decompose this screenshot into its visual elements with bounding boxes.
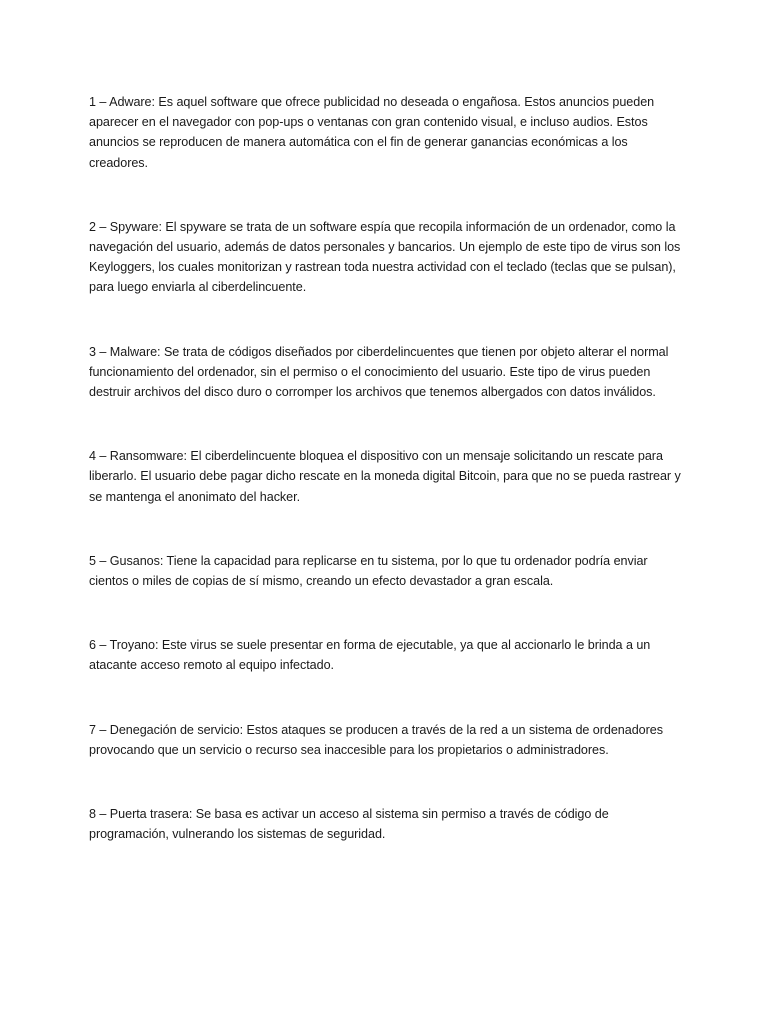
paragraph-troyano: 6 – Troyano: Este virus se suele presentar en forma de ejecutable, ya que al accionarlo le brinda a un atacante acceso remoto al equipo infectado. <box>89 638 651 673</box>
paragraph-spyware: 2 – Spyware: El spyware se trata de un software espía que recopila información de un ordenador, como la navegación del usuario, además de datos personales y bancarios. Un ejemplo de este tipo de virus son los Keyloggers, los cuales monitorizan y rastrean toda nuestra actividad con el teclado (teclas que se pulsan), para luego enviarla al ciberdelincuente. <box>89 219 681 295</box>
paragraph-gusanos: 5 – Gusanos: Tiene la capacidad para replicarse en tu sistema, por lo que tu ordenador podría enviar cientos o miles de copias de sí mismo, creando un efecto devastador a gran escala. <box>89 553 648 589</box>
document-body <box>89 92 681 844</box>
paragraph-adware: 1 – Adware: Es aquel software que ofrece publicidad no deseada o engañosa. Estos anuncios pueden aparecer en el navegador con pop-ups o ventanas con gran contenido visual, e incluso audios. Estos anuncios se reproducen de manera automática con el fin de generar ganancias económicas a los creadores. <box>89 95 655 170</box>
paragraph-ransomware: 4 – Ransomware: El ciberdelincuente bloquea el dispositivo con un mensaje solicitando un rescate para liberarlo. El usuario debe pagar dicho rescate en la moneda digital Bitcoin, para que no se pueda rastrear y se mantenga el anonimato del hacker. <box>89 449 681 504</box>
paragraph-puerta-trasera: 8 – Puerta trasera: Se basa es activar un acceso al sistema sin permiso a través de código de programación, vulnerando los sistemas de seguridad. <box>89 807 609 842</box>
paragraph-denegacion-servicio: 7 – Denegación de servicio: Estos ataques se producen a través de la red a un sistema de ordenadores provocando que un servicio o recurso sea inaccesible para los propietarios o administradores. <box>89 722 663 757</box>
paragraph-malware: 3 – Malware: Se trata de códigos diseñados por ciberdelincuentes que tienen por objeto alterar el normal funcionamiento del ordenador, sin el permiso o el conocimiento del usuario. Este tipo de virus pueden destruir archivos del disco duro o corromper los archivos que tenemos albergados con datos inválidos. <box>89 344 669 400</box>
